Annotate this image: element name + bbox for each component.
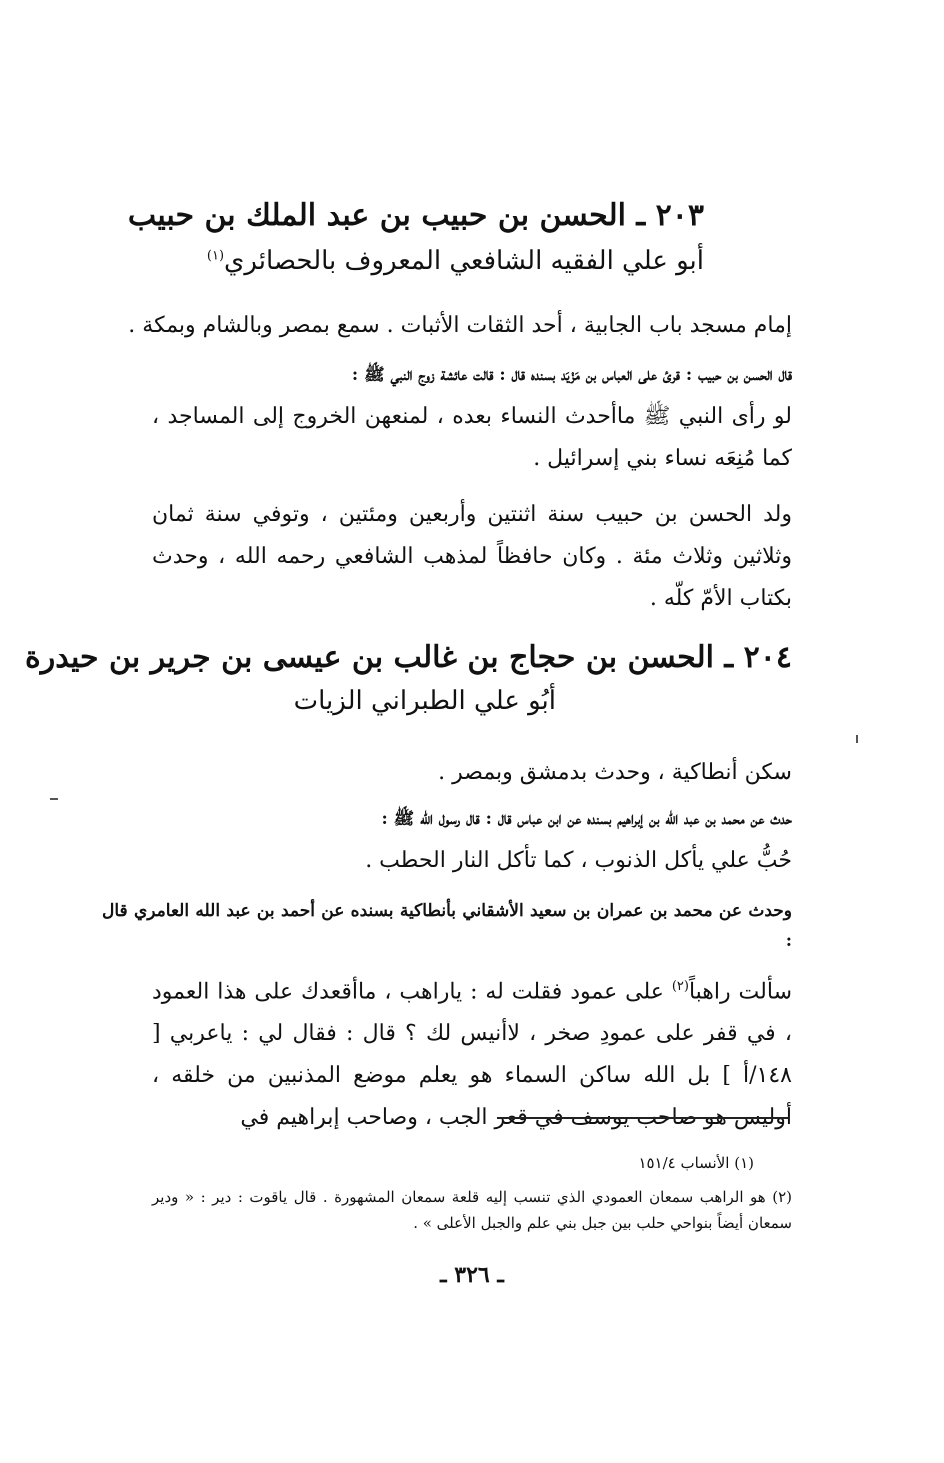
entry-204-hadith: حُبُّ علي يأكل الذنوب ، كما تأكل النار الحطب . bbox=[365, 848, 792, 873]
story-start: سألت راهباً bbox=[688, 979, 793, 1005]
margin-mark bbox=[50, 798, 58, 800]
entry-204-isnad-2: وحدث عن محمد بن عمران بن سعيد الأشقاني بأنطاكية بسنده عن أحمد بن عبد الله العامري قال : bbox=[102, 901, 792, 951]
footnote-1: (١) الأنساب ١٥١/٤ bbox=[638, 1154, 754, 1172]
entry-203-heading: ٢٠٣ ـ الحسن بن حبيب بن عبد الملك بن حبيب bbox=[127, 198, 704, 233]
footnote-2: (٢) هو الراهب سمعان العمودي الذي تنسب إليه قلعة سمعان المشهورة . قال ياقوت : دير : « ودير سمعان أيضاً بنواحي حلب بين جبل بني علم والجبل الأعلى » . bbox=[152, 1188, 792, 1232]
entry-204-story bbox=[152, 966, 792, 1139]
margin-mark bbox=[856, 735, 858, 743]
footnote-ref-1: (١) bbox=[206, 248, 225, 264]
entry-204-isnad-1: حدث عن محمد بن عبد الله بن إبراهيم بسنده عن ابن عباس قال : قال رسول الله ﷺ : bbox=[381, 809, 792, 829]
page-number: ـ ٣٢٦ ـ bbox=[440, 1262, 504, 1288]
entry-204-subheading: أبُو علي الطبراني الزيات bbox=[293, 686, 556, 716]
story-rest: على عمود فقلت له : ياراهب ، ماأقعدك على هذا العمود ، في قفر على عمودِ صخر ، لاأنيس لك ؟ قال : فقال لي : ياعربي [ ١٤٨/أ ] بل الله ساكن السماء هو يعلم موضع المذنبين من خلقه ، أوليس هو صاحب يوسف في قعر الجب ، وصاحب إبراهيم في bbox=[152, 979, 792, 1131]
entry-204-residence: سكن أنطاكية ، وحدث بدمشق وبمصر . bbox=[438, 760, 792, 785]
subheading-text: أبو علي الفقيه الشافعي المعروف بالحصائري bbox=[224, 246, 704, 276]
entry-204-heading: ٢٠٤ ـ الحسن بن حجاج بن غالب بن عيسى بن جرير بن حيدرة bbox=[25, 640, 792, 675]
entry-203-description: إمام مسجد باب الجابية ، أحد الثقات الأثبات . سمع بمصر وبالشام وبمكة . bbox=[128, 313, 792, 338]
entry-203-biography: ولد الحسن بن حبيب سنة اثنتين وأربعين ومئتين ، وتوفي سنة ثمان وثلاثين وثلاث مئة . وكان حافظاً لمذهب الشافعي رحمه الله ، وحدث بكتاب الأمّ كلّه . bbox=[152, 502, 792, 611]
entry-203-subheading bbox=[207, 246, 704, 276]
footnote-ref-2: (٢) bbox=[671, 979, 689, 994]
footnote-separator bbox=[497, 1117, 789, 1119]
entry-203-hadith: لو رأى النبي ﷺ ماأحدث النساء بعده ، لمنعهن الخروج إلى المساجد ، كما مُنِعَه نساء بني إسرائيل . bbox=[152, 404, 792, 471]
entry-203-isnad: قال الحسن بن حبيب : قرئ على العباس بن مَزْيَد بسنده قال : قالت عائشة زوج النبي ﷺ : bbox=[351, 365, 792, 385]
